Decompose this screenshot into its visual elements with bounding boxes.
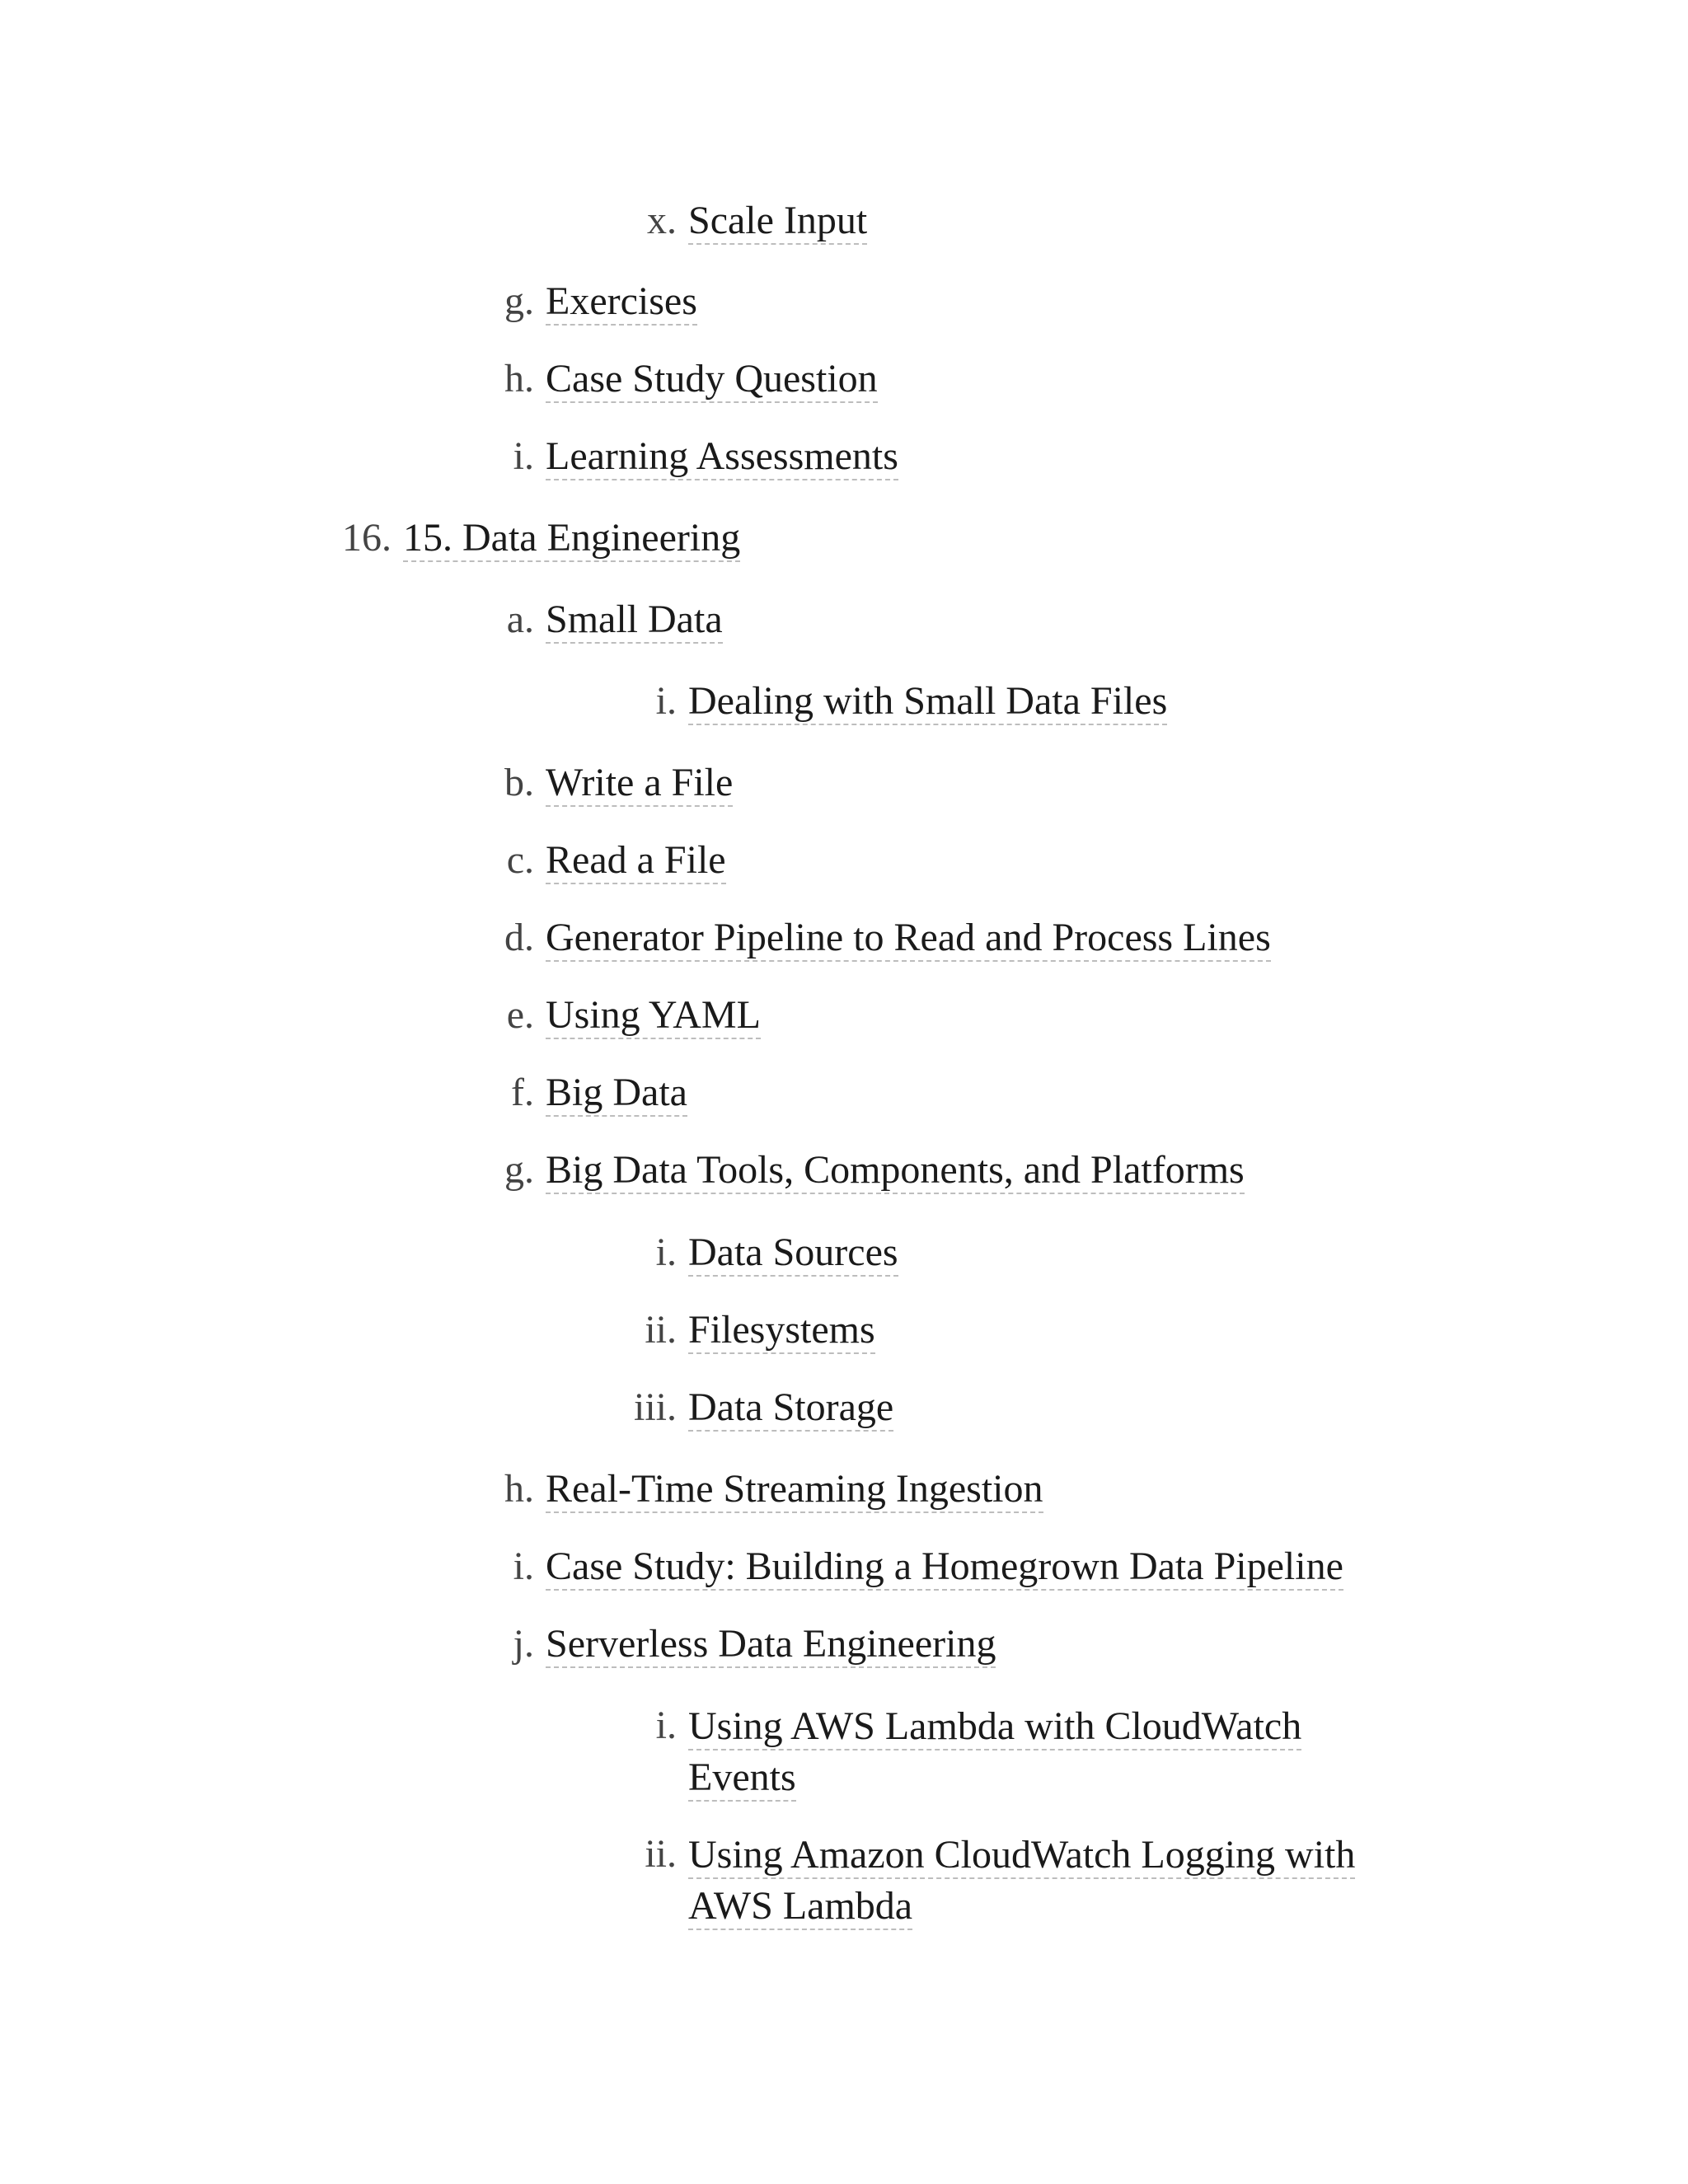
toc-link[interactable]: Case Study: Building a Homegrown Data Pipeline (546, 1544, 1343, 1591)
toc-link[interactable]: Read a File (546, 838, 726, 884)
toc-entry (504, 913, 1271, 963)
toc-marker: iii. (633, 1385, 677, 1429)
toc-link[interactable]: Learning Assessments (546, 434, 898, 480)
toc-link[interactable]: Using YAML (546, 993, 761, 1039)
toc-marker: c. (506, 838, 534, 882)
toc-entry (504, 758, 734, 808)
toc-marker: g. (504, 279, 534, 323)
toc-link[interactable]: Case Study Question (546, 357, 878, 403)
toc-link[interactable]: Real-Time Streaming Ingestion (546, 1467, 1043, 1513)
toc-entry (504, 277, 697, 326)
toc-link[interactable]: Exercises (546, 279, 697, 326)
toc-marker: i. (655, 1704, 677, 1747)
toc-link[interactable]: Filesystems (688, 1308, 875, 1354)
toc-marker: b. (504, 761, 534, 804)
toc-marker: g. (504, 1148, 534, 1192)
toc-entry (655, 677, 1168, 726)
toc-marker: h. (504, 1467, 534, 1511)
toc-entry (504, 1146, 1245, 1195)
toc-marker: ii. (645, 1308, 677, 1352)
toc-marker: ii. (645, 1832, 677, 1876)
toc-entry (506, 991, 761, 1040)
toc-entry (506, 595, 723, 644)
toc-entry (342, 513, 741, 563)
toc-link[interactable]: Using AWS Lambda with CloudWatch Events (688, 1704, 1301, 1802)
toc-marker: j. (513, 1622, 534, 1666)
toc-marker: d. (504, 916, 534, 959)
toc-link[interactable]: Data Storage (688, 1385, 893, 1432)
toc-link[interactable]: Write a File (546, 761, 733, 807)
toc-marker: f. (511, 1071, 534, 1114)
toc-entry (513, 1619, 996, 1669)
toc-entry (645, 1830, 1397, 1932)
toc-marker: i. (513, 1544, 534, 1588)
toc-link[interactable]: Scale Input (688, 199, 867, 245)
toc-link[interactable]: Generator Pipeline to Read and Process Lines (546, 916, 1271, 962)
toc-marker: i. (513, 434, 534, 478)
toc-marker: i. (655, 1230, 677, 1274)
toc-marker: e. (506, 993, 534, 1037)
toc-link[interactable]: Big Data Tools, Components, and Platforms (546, 1148, 1245, 1194)
toc-marker: i. (655, 679, 677, 723)
toc-link[interactable]: 15. Data Engineering (403, 516, 740, 562)
toc-entry (506, 836, 726, 885)
toc-entry (655, 1701, 1397, 1803)
toc-link[interactable]: Dealing with Small Data Files (688, 679, 1167, 725)
toc-link[interactable]: Small Data (546, 598, 723, 644)
toc-marker: 16. (342, 516, 392, 560)
toc-link[interactable]: Data Sources (688, 1230, 898, 1277)
toc-entry (645, 1305, 875, 1355)
toc-link[interactable]: Using Amazon CloudWatch Logging with AWS Lambda (688, 1833, 1355, 1930)
toc-entry (633, 1383, 894, 1432)
toc-link[interactable]: Big Data (546, 1071, 687, 1117)
toc-link[interactable]: Serverless Data Engineering (546, 1622, 996, 1668)
toc-entry (504, 354, 878, 404)
toc-entry (647, 196, 868, 246)
toc-entry (513, 432, 898, 481)
toc-entry (504, 1465, 1043, 1514)
toc-marker: x. (647, 199, 677, 242)
toc-entry (513, 1542, 1343, 1591)
toc-marker: a. (506, 598, 534, 641)
toc-entry (511, 1068, 687, 1118)
toc-entry (655, 1228, 898, 1277)
toc-marker: h. (504, 357, 534, 401)
